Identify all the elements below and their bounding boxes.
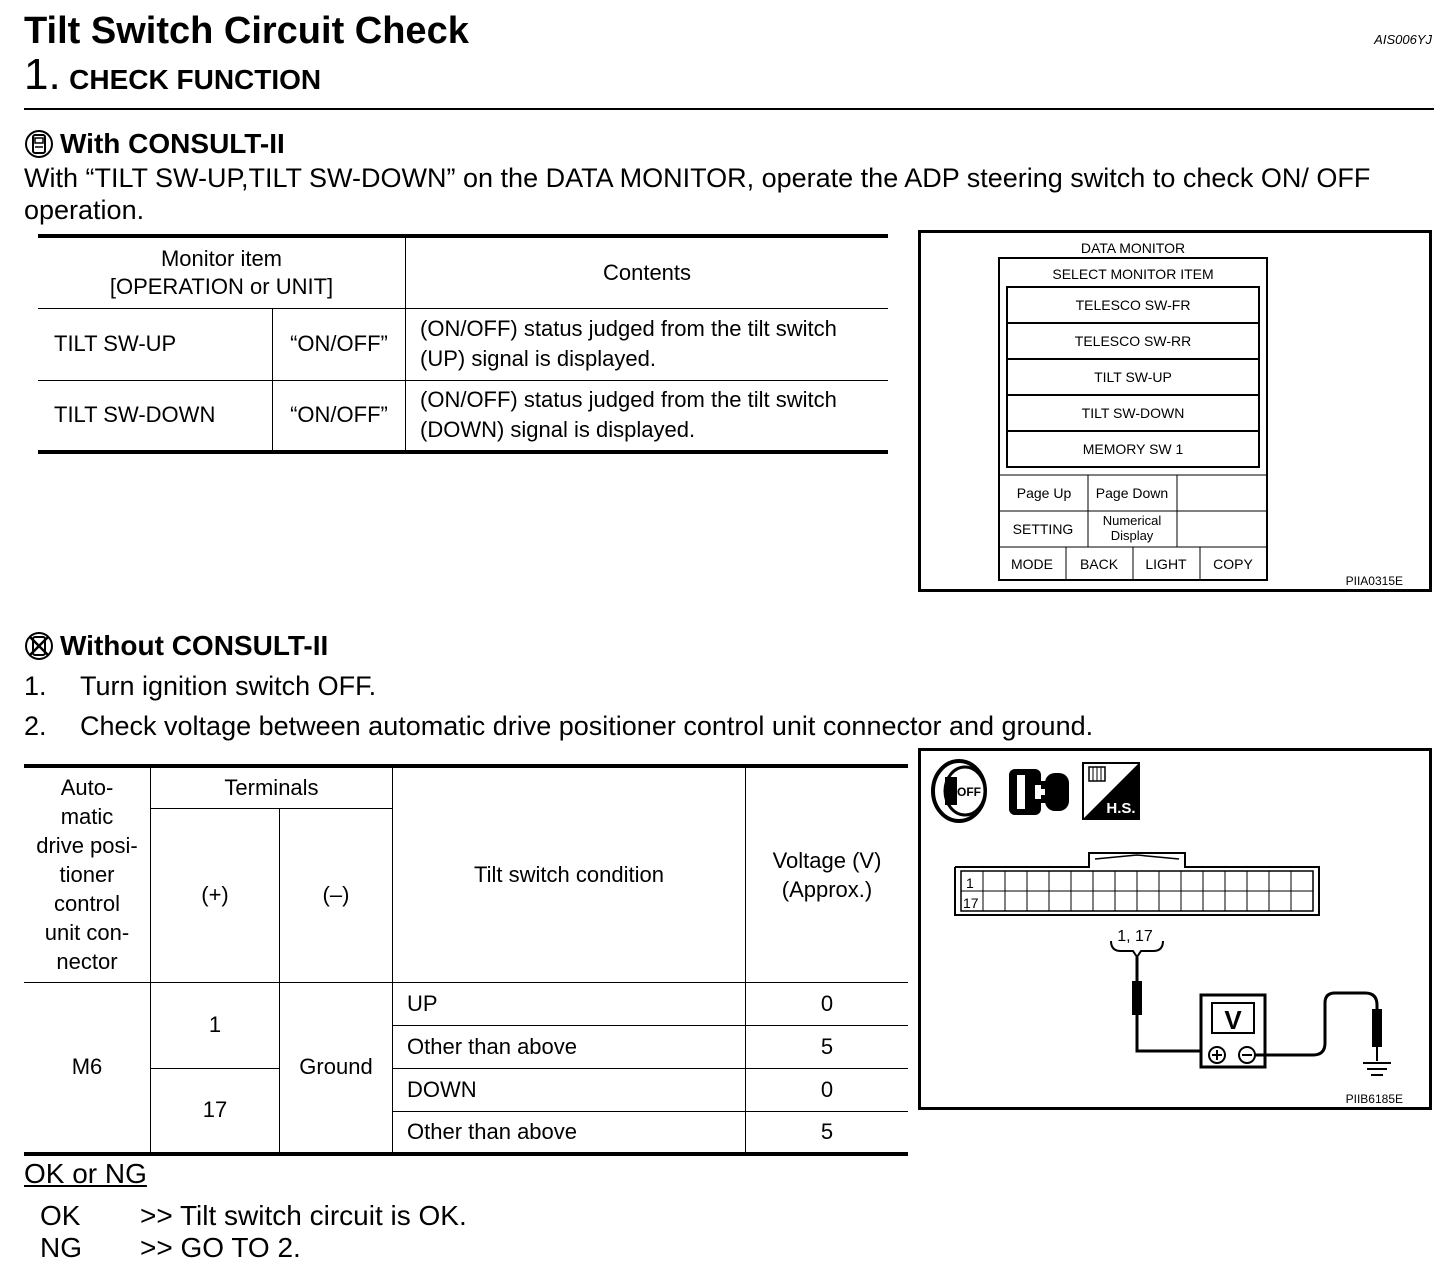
monitor-item-1: TELESCO SW-FR	[1075, 297, 1191, 313]
header-plus: (+)	[151, 808, 280, 982]
monitor-item-cell: TILT SW-UP	[38, 308, 273, 380]
monitor-item-3: TILT SW-UP	[1094, 369, 1172, 385]
monitor-item-2: TELESCO SW-RR	[1074, 333, 1192, 349]
ignition-off-icon	[933, 761, 985, 821]
off-label: OFF	[957, 785, 981, 799]
connector-disconnect-icon	[1009, 769, 1069, 815]
step-heading	[24, 50, 321, 100]
condition-cell: Other than above	[393, 1025, 746, 1068]
header-voltage-line1: Voltage (V)	[772, 847, 882, 873]
hs-label: H.S.	[1106, 800, 1136, 817]
connector-diagram-drawing	[921, 751, 1429, 1107]
voltage-cell: 0	[746, 982, 909, 1025]
result-ok	[40, 1200, 467, 1232]
header-connector: Auto- matic drive posi- tioner control unit con- nector	[24, 766, 151, 982]
light-button: LIGHT	[1145, 556, 1187, 572]
figure-id: PIIB6185E	[1345, 1092, 1403, 1106]
condition-cell: UP	[393, 982, 746, 1025]
header-voltage-line2: (Approx.)	[781, 876, 873, 902]
mode-button: MODE	[1011, 556, 1053, 572]
header-contents: Contents	[406, 236, 889, 308]
no-consult-heading	[24, 630, 328, 662]
table-row	[24, 982, 908, 1025]
table-row	[24, 1068, 908, 1111]
numerical-display-line1: Numerical	[1102, 513, 1162, 528]
harness-side-icon	[1083, 763, 1139, 819]
voltage-cell: 0	[746, 1068, 909, 1111]
monitor-item-5: MEMORY SW 1	[1082, 441, 1184, 457]
numerical-display-line2: Display	[1110, 528, 1154, 543]
result-ng	[40, 1232, 301, 1264]
header-monitor-item	[38, 236, 406, 308]
terminal-1-cell: 1	[151, 982, 280, 1068]
table-header-row	[38, 236, 888, 308]
back-button: BACK	[1079, 556, 1119, 572]
header-terminals: Terminals	[151, 766, 393, 808]
condition-cell: Other than above	[393, 1111, 746, 1154]
setting-button: SETTING	[1012, 521, 1074, 537]
monitor-subtitle: SELECT MONITOR ITEM	[1052, 266, 1214, 282]
table-row	[38, 308, 888, 380]
connector-m6	[955, 853, 1319, 915]
monitor-item-4: TILT SW-DOWN	[1081, 405, 1185, 421]
connector-cell: M6	[24, 982, 151, 1154]
ok-key: OK	[40, 1200, 81, 1231]
pin-1-label: 1	[966, 875, 974, 891]
header-voltage	[746, 766, 909, 982]
condition-cell: DOWN	[393, 1068, 746, 1111]
no-consult-icon	[24, 631, 54, 661]
ground-symbol	[1363, 1063, 1391, 1075]
step-2-text: Check voltage between automatic drive positioner control unit connector and ground.	[80, 711, 1094, 741]
monitor-contents-cell: (ON/OFF) status judged from the tilt switch (DOWN) signal is displayed.	[406, 380, 889, 452]
ground-cell: Ground	[280, 982, 393, 1154]
document-id: AIS006YJ	[1374, 32, 1432, 47]
step-1	[24, 671, 376, 702]
monitor-contents-cell: (ON/OFF) status judged from the tilt switch (UP) signal is displayed.	[406, 308, 889, 380]
monitor-unit-cell: “ON/OFF”	[273, 308, 406, 380]
table-header-row	[24, 766, 908, 808]
page-up-button: Page Up	[1016, 485, 1072, 501]
monitor-item-cell: TILT SW-DOWN	[38, 380, 273, 452]
monitor-item-table	[38, 234, 888, 454]
consult-heading	[24, 128, 285, 160]
header-condition: Tilt switch condition	[393, 766, 746, 982]
ng-text: >> GO TO 2.	[140, 1232, 301, 1263]
monitor-title: DATA MONITOR	[1080, 240, 1186, 256]
ok-text: >> Tilt switch circuit is OK.	[140, 1200, 467, 1231]
pin-17-label: 17	[963, 895, 979, 911]
header-monitor-item-line2: [OPERATION or UNIT]	[109, 273, 334, 299]
step-2-number: 2.	[24, 711, 47, 741]
step-label: CHECK FUNCTION	[69, 64, 322, 95]
ng-key: NG	[40, 1232, 82, 1263]
consult-instruction: With “TILT SW-UP,TILT SW-DOWN” on the DATA MONITOR, operate the ADP steering switch to check ON/ OFF operation.	[24, 163, 1371, 225]
voltmeter-label: V	[1224, 1005, 1242, 1035]
page-title: Tilt Switch Circuit Check	[24, 10, 469, 52]
result-heading: OK or NG	[24, 1158, 147, 1189]
terminal-17-cell: 17	[151, 1068, 280, 1154]
step-1-text: Turn ignition switch OFF.	[80, 671, 377, 701]
no-consult-heading-text: Without CONSULT-II	[60, 630, 329, 661]
figure-id: PIIA0315E	[1345, 574, 1403, 588]
connector-diagram	[918, 748, 1432, 1110]
step-2	[24, 711, 1093, 742]
step-1-number: 1.	[24, 671, 47, 701]
header-divider	[24, 108, 1434, 110]
consult-icon	[24, 129, 54, 159]
page-down-button: Page Down	[1095, 485, 1169, 501]
data-monitor-figure	[918, 230, 1432, 592]
header-minus: (–)	[280, 808, 393, 982]
header-monitor-item-line1: Monitor item	[160, 245, 283, 271]
step-number: 1.	[24, 50, 61, 99]
probe-terminal-label: 1, 17	[1117, 928, 1153, 945]
table-row	[38, 380, 888, 452]
voltage-cell: 5	[746, 1111, 909, 1154]
monitor-unit-cell: “ON/OFF”	[273, 380, 406, 452]
data-monitor-screen	[921, 233, 1429, 589]
consult-heading-text: With CONSULT-II	[60, 128, 285, 159]
voltage-cell: 5	[746, 1025, 909, 1068]
voltage-check-table	[24, 764, 908, 1156]
copy-button: COPY	[1213, 556, 1253, 572]
